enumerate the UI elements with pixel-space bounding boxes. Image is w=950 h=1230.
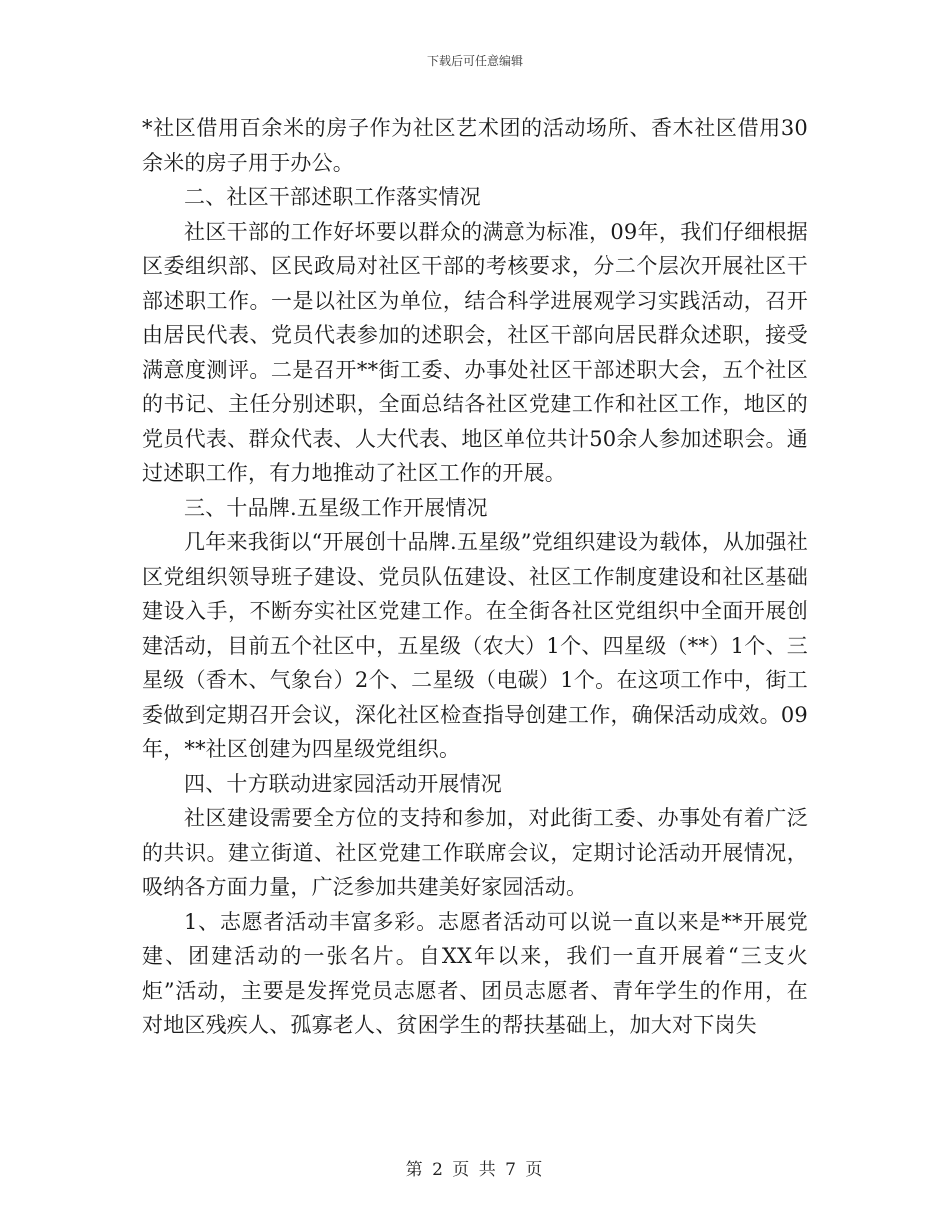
page-header-note: 下载后可任意编辑 bbox=[426, 54, 523, 68]
section-heading-4: 三、十品牌.五星级工作开展情况 bbox=[184, 495, 488, 520]
paragraph-5: 几年来我街以“开展创十品牌.五星级”党组织建设为载体，从加强社区党组织领导班子建设、党员队伍建设、社区工作制度建设和社区基础建设入手，不断夯实社区党建工作。在全街各社区党组织中全面开展创建活动，目前五个社区中，五星级（农大）1个、四星级（**）1个、三星级（香木、气象台）2个、二星级（电碳）1个。在这项工作中，街工委做到定期召开会议，深化社区检查指导创建工作，确保活动成效。09年，**社区创建为四星级党组织。 bbox=[142, 530, 808, 761]
paragraph-3: 社区干部的工作好坏要以群众的满意为标准，09年，我们仔细根据区委组织部、区民政局对社区干部的考核要求，分二个层次开展社区干部述职工作。一是以社区为单位，结合科学进展观学习实践活动，召开由居民代表、党员代表参加的述职会，社区干部向居民群众述职，接受满意度测评。二是召开**街工委、办事处社区干部述职大会，五个社区的书记、主任分别述职，全面总结各社区党建工作和社区工作，地区的党员代表、群众代表、人大代表、地区单位共计50余人参加述职会。通过述职工作，有力地推动了社区工作的开展。 bbox=[142, 219, 808, 485]
paragraph-8: 1、志愿者活动丰富多彩。志愿者活动可以说一直以来是**开展党建、团建活动的一张名片。自XX年以来，我们一直开展着“三支火炬”活动，主要是发挥党员志愿者、团员志愿者、青年学生的作用，在对地区残疾人、孤寡老人、贫困学生的帮扶基础上，加大对下岗失 bbox=[142, 909, 808, 1037]
paragraph-1: *社区借用百余米的房子作为社区艺术团的活动场所、香木社区借用30余米的房子用于办公。 bbox=[142, 116, 808, 175]
section-heading-6: 四、十方联动进家园活动开展情况 bbox=[184, 771, 502, 796]
page-number-footer: 第 2 页 共 7 页 bbox=[405, 1160, 545, 1180]
paragraph-7: 社区建设需要全方位的支持和参加，对此街工委、办事处有着广泛的共识。建立街道、社区党建工作联席会议，定期讨论活动开展情况，吸纳各方面力量，广泛参加共建美好家园活动。 bbox=[142, 806, 808, 899]
section-heading-2: 二、社区干部述职工作落实情况 bbox=[184, 185, 481, 209]
document-body bbox=[142, 111, 808, 1043]
